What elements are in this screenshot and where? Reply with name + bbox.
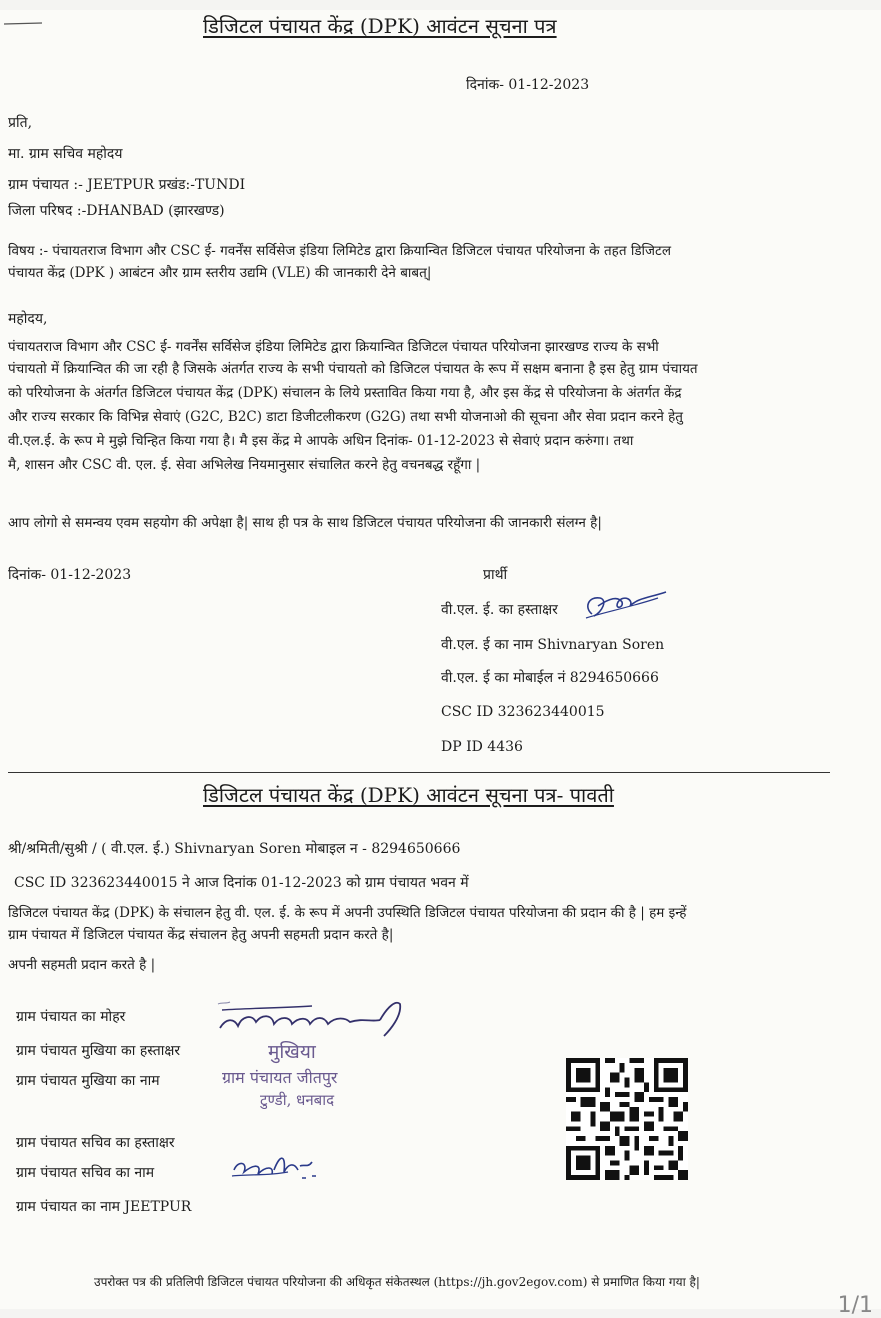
mukhiya-sign-label: ग्राम पंचायत मुखिया का हस्ताक्षर	[16, 1043, 181, 1059]
receipt-title: डिजिटल पंचायत केंद्र (DPK) आवंटन सूचना पत्र- पावती	[203, 783, 614, 807]
recipient-line3: जिला परिषद :-DHANBAD (झारखण्ड)	[8, 203, 225, 219]
vle-dp-id: DP ID 4436	[441, 739, 523, 755]
subject-line-2: पंचायत केंद्र (DPK ) आबंटन और ग्राम स्तरीय उद्यमि (VLE) की जानकारी देने बाबत्|	[8, 265, 432, 281]
receipt-line-4: ग्राम पंचायत में डिजिटल पंचायत केंद्र संचालन हेतु अपनी सहमती प्रदान करते है|	[8, 927, 394, 943]
gp-name: ग्राम पंचायत का नाम JEETPUR	[16, 1199, 192, 1215]
recipient-line1: मा. ग्राम सचिव महोदय	[8, 146, 123, 162]
salutation: महोदय,	[8, 311, 48, 327]
sachiv-sign-label: ग्राम पंचायत सचिव का हस्ताक्षर	[16, 1135, 175, 1151]
receipt-line-3: डिजिटल पंचायत केंद्र (DPK) के संचालन हेतु वी. एल. ई. के रूप में अपनी उपस्थिति डिजिटल पंचायत परियोजना की प्रदान की है | हम इन्हें	[8, 905, 687, 921]
receipt-line-1: श्री/श्रमिती/सुश्री / ( वी.एल. ई.) Shivnaryan Soren मोबाइल न - 8294650666	[8, 841, 461, 857]
vle-signature-label: वी.एल. ई. का हस्ताक्षर	[441, 602, 558, 618]
receipt-line-5: अपनी सहमती प्रदान करते है |	[8, 957, 156, 973]
sachiv-signature-image	[228, 1150, 320, 1184]
letter-date: दिनांक- 01-12-2023	[466, 77, 590, 93]
sign-date: दिनांक- 01-12-2023	[8, 567, 132, 583]
body-line-6: मै, शासन और CSC वी. एल. ई. सेवा अभिलेख नियमानुसार संचालित करने हेतु वचनबद्ध रहूँगा |	[8, 457, 481, 473]
recipient-line2: ग्राम पंचायत :- JEETPUR प्रखंड:-TUNDI	[8, 177, 246, 193]
qr-code	[552, 1058, 702, 1180]
receipt-line-2: CSC ID 323623440015 ने आज दिनांक 01-12-2023 को ग्राम पंचायत भवन में	[14, 875, 469, 891]
subject-line-1: विषय :- पंचायतराज विभाग और CSC ई- गवर्नेंस सर्विसेज इंडिया लिमिटेड द्वारा क्रियान्वित डिजिटल पंचायत परियोजना के तहत डिजिटल	[8, 243, 672, 259]
vle-csc-id: CSC ID 323623440015	[441, 704, 605, 720]
seal-label: ग्राम पंचायत का मोहर	[16, 1009, 126, 1025]
stamp-line-1: मुखिया	[268, 1041, 316, 1063]
body-line-2: पंचायतो में क्रियान्वित की जा रही है जिसके अंतर्गत राज्य के सभी पंचायतो को डिजिटल पंचायत के रूप में सक्षम बनाना है इस हेतु ग्राम पंचायत	[8, 361, 698, 377]
letter-title: डिजिटल पंचायत केंद्र (DPK) आवंटन सूचना पत्र	[203, 14, 557, 38]
mukhiya-signature-image	[212, 996, 412, 1042]
sachiv-name-label: ग्राम पंचायत सचिव का नाम	[16, 1165, 155, 1181]
request-line: आप लोगो से समन्वय एवम सहयोग की अपेक्षा है| साथ ही पत्र के साथ डिजिटल पंचायत परियोजना की जानकारी संलग्न है|	[8, 515, 602, 531]
vle-name: वी.एल. ई का नाम Shivnaryan Soren	[441, 637, 665, 653]
page-indicator: 1/1	[837, 1293, 873, 1318]
mukhiya-name-label: ग्राम पंचायत मुखिया का नाम	[16, 1073, 160, 1089]
vle-signature-image	[578, 588, 670, 624]
body-line-4: और राज्य सरकार कि विभिन्न सेवाएं (G2C, B2C) डाटा डिजीटलीकरण (G2G) तथा सभी योजनाओ की सूचना और सेवा प्रदान करने हेतु	[8, 409, 684, 425]
letter-page	[0, 10, 881, 1318]
section-divider	[8, 772, 830, 773]
footer-note: उपरोक्त पत्र की प्रतिलिपी डिजिटल पंचायत परियोजना की अधिकृत संकेतस्थल (https://jh.gov2egov.com) से प्रमाणित किया गया है|	[94, 1275, 700, 1289]
vle-mobile: वी.एल. ई का मोबाईल नं 8294650666	[441, 670, 659, 686]
stamp-line-3: टुण्डी, धनबाद	[260, 1091, 335, 1109]
body-line-5: वी.एल.ई. के रूप मे मुझे चिन्हित किया गया है। मै इस केंद्र मे आपके अधिन दिनांक- 01-12-2023 से सेवाएं प्रदान करुंगा। तथा	[8, 433, 634, 449]
body-line-3: को परियोजना के अंतर्गत डिजिटल पंचायत केंद्र (DPK) संचालन के लिये प्रस्तावित किया गया है, और इस केंद्र से परियोजना के अंतर्गत केंद्र	[8, 385, 682, 401]
recipient-to: प्रति,	[8, 115, 33, 131]
corner-scribble	[4, 22, 44, 26]
body-line-1: पंचायतराज विभाग और CSC ई- गवर्नेंस सर्विसेज इंडिया लिमिटेड द्वारा क्रियान्वित डिजिटल पंचायत परियोजना झारखण्ड राज्य के सभी	[8, 339, 659, 355]
applicant-label: प्रार्थी	[483, 567, 508, 583]
stamp-line-2: ग्राम पंचायत जीतपुर	[222, 1068, 338, 1087]
